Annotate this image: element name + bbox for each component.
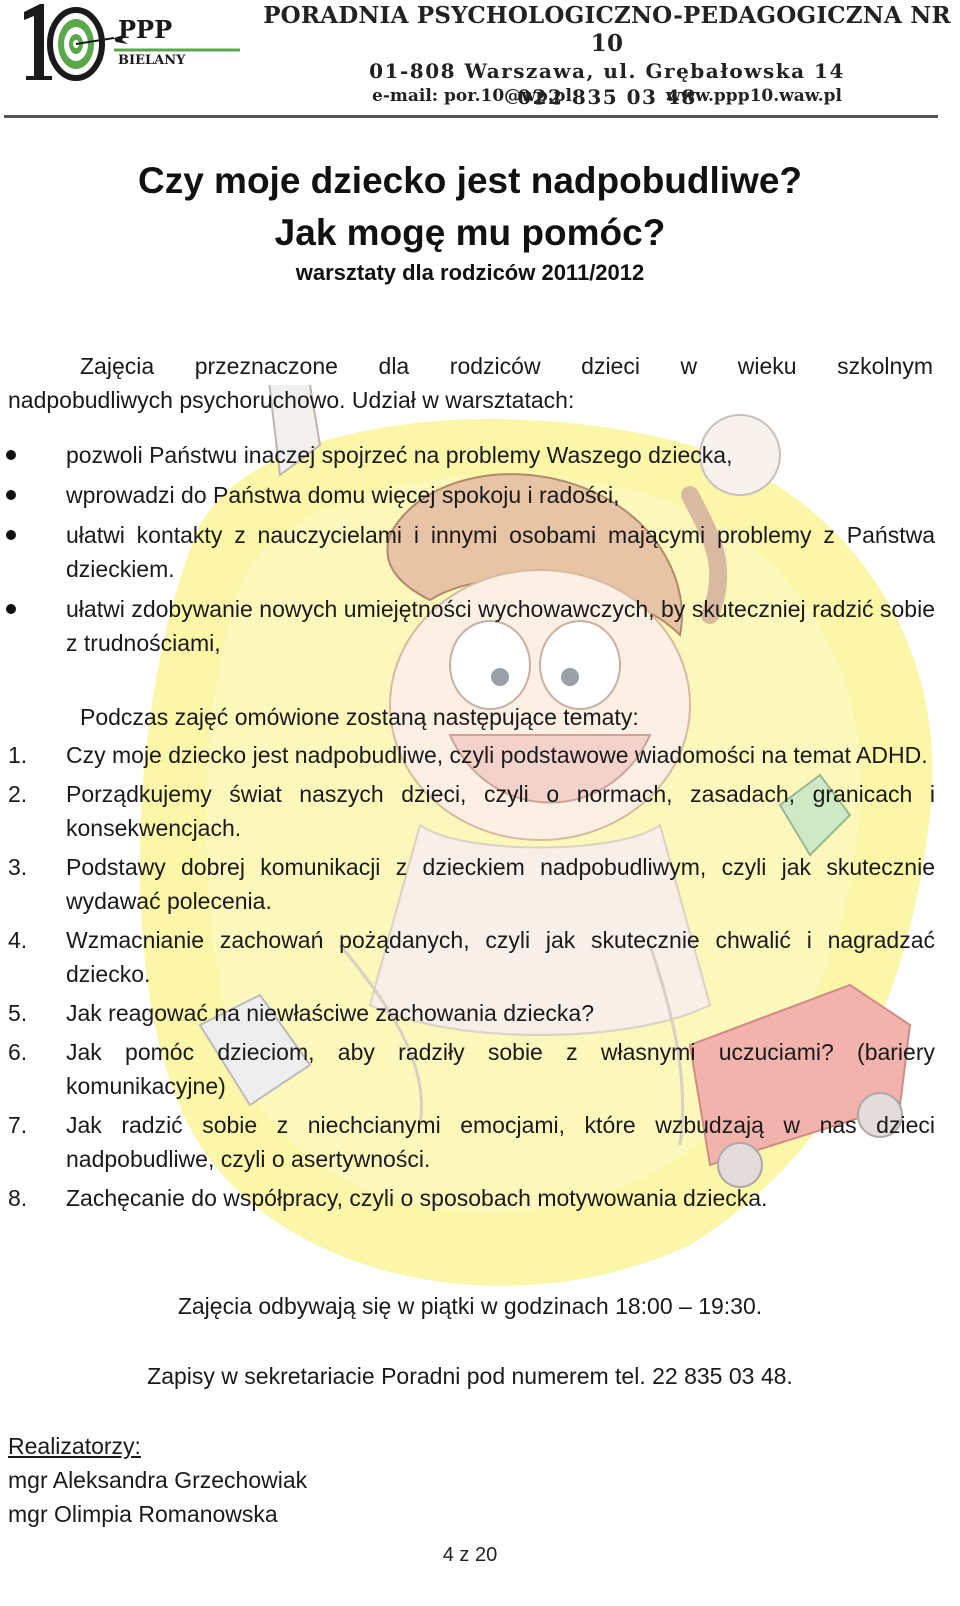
topics-intro: Podczas zajęć omówione zostaną następujące tematy: — [80, 704, 639, 730]
intro-line-2: nadpobudliwych psychoruchowo. Udział w warsztatach: — [8, 387, 575, 413]
topic-number: 2. — [8, 781, 28, 807]
author-name: mgr Aleksandra Grzechowiak — [8, 1467, 308, 1493]
topic-number: 4. — [8, 927, 28, 953]
org-website[interactable]: www.ppp10.waw.pl — [665, 86, 842, 106]
topic-text: Jak pomóc dzieciom, aby radziły sobie z własnymi uczuciami? (bariery komunikacyjne) — [66, 1039, 935, 1099]
topic-text: Jak radzić sobie z niechcianymi emocjami, które wzbudzają w nas dzieci nadpobudliwe, czyli o asertywności. — [66, 1112, 935, 1172]
org-email[interactable]: e-mail: por.10@wp.pl — [372, 86, 572, 106]
topic-number: 8. — [8, 1185, 28, 1211]
org-name: PORADNIA PSYCHOLOGICZNO-PEDAGOGICZNA NR 10 — [263, 2, 951, 57]
list-item — [0, 923, 935, 991]
authors-block — [8, 1429, 608, 1531]
list-item-text: ułatwi kontakty z nauczycielami i innymi osobami mającymi problemy z Państwa dzieckiem. — [66, 522, 935, 582]
org-address: 01-808 Warszawa, ul. Grębałowska 14 — [369, 59, 845, 83]
topic-number: 5. — [8, 1000, 28, 1026]
topic-text: Czy moje dziecko jest nadpobudliwe, czyli podstawowe wiadomości na temat ADHD. — [66, 742, 928, 768]
list-item — [0, 777, 935, 845]
list-item — [0, 996, 935, 1030]
author-name: mgr Olimpia Romanowska — [8, 1501, 278, 1527]
topic-number: 7. — [8, 1112, 28, 1138]
list-item — [0, 518, 935, 586]
page-title-line2: Jak mogę mu pomóc? — [274, 212, 666, 253]
schedule-info: Zajęcia odbywają się w piątki w godzinach 18:00 – 19:30. — [177, 1293, 763, 1319]
topic-text: Zachęcanie do współpracy, czyli o sposobach motywowania dziecka. — [66, 1185, 768, 1211]
list-item — [0, 738, 935, 772]
benefits-list — [0, 438, 935, 666]
topics-list — [0, 738, 935, 1220]
topic-number: 1. — [8, 742, 28, 768]
logo-abbr: PPP — [118, 15, 173, 44]
topic-number: 3. — [8, 854, 28, 880]
page-subtitle: warsztaty dla rodziców 2011/2012 — [295, 260, 645, 285]
intro-line-1: Zajęcia przeznaczone dla rodziców dzieci w wieku szkolnym — [80, 353, 933, 379]
intro-paragraph — [8, 349, 933, 417]
bullet-dot-icon — [6, 530, 16, 540]
bullet-dot-icon — [6, 604, 16, 614]
list-item — [0, 478, 935, 512]
authors-heading: Realizatorzy: — [8, 1433, 141, 1459]
topic-text: Porządkujemy świat naszych dzieci, czyli o normach, zasadach, granicach i konsekwencjach. — [66, 781, 935, 841]
list-item — [0, 592, 935, 660]
page-title: Czy moje dziecko jest nadpobudliwe? — [137, 160, 803, 201]
page-number: 4 z 20 — [442, 1544, 498, 1566]
list-item — [0, 1181, 935, 1215]
signup-info: Zapisy w sekretariacie Poradni pod numerem tel. 22 835 03 48. — [147, 1363, 793, 1389]
topic-text: Jak reagować na niewłaściwe zachowania dziecka? — [66, 1000, 595, 1026]
list-item — [0, 850, 935, 918]
topic-text: Podstawy dobrej komunikacji z dzieckiem nadpobudliwym, czyli jak skutecznie wydawać polecenia. — [66, 854, 935, 914]
topic-text: Wzmacnianie zachowań pożądanych, czyli jak skutecznie chwalić i nagradzać dziecko. — [66, 927, 935, 987]
topic-number: 6. — [8, 1039, 28, 1065]
org-phone: 022 835 03 48 — [517, 85, 697, 109]
logo-district: BIELANY — [118, 53, 186, 68]
list-item — [0, 438, 935, 472]
list-item — [0, 1035, 935, 1103]
bullet-dot-icon — [6, 450, 16, 460]
list-item-text: pozwoli Państwu inaczej spojrzeć na problemy Waszego dziecka, — [66, 442, 733, 468]
list-item — [0, 1108, 935, 1176]
list-item-text: ułatwi zdobywanie nowych umiejętności wychowawczych, by skuteczniej radzić sobie z trudnościami, — [66, 596, 935, 656]
bullet-dot-icon — [6, 490, 16, 500]
list-item-text: wprowadzi do Państwa domu więcej spokoju i radości, — [66, 482, 620, 508]
